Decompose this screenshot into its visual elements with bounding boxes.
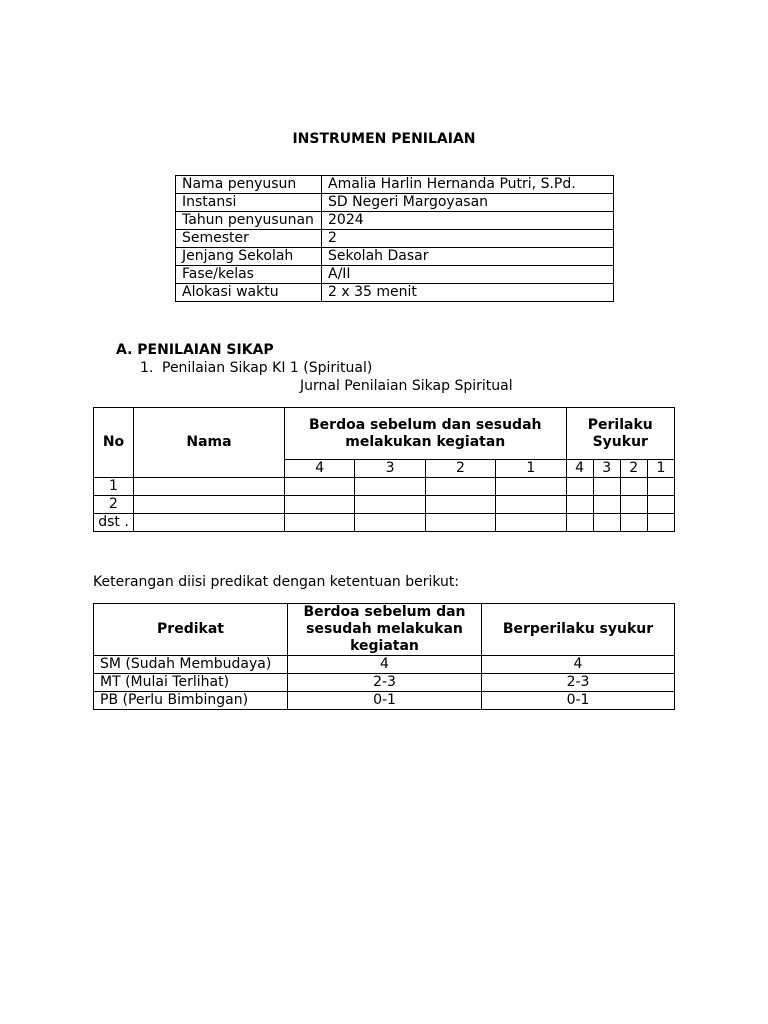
empty-cell (355, 496, 425, 514)
row-number: 1 (94, 478, 134, 496)
predicate-label: MT (Mulai Terlihat) (94, 674, 288, 692)
empty-cell (620, 478, 647, 496)
info-table (175, 175, 614, 302)
empty-cell (496, 478, 566, 496)
empty-cell (647, 496, 674, 514)
empty-cell (620, 514, 647, 532)
info-label: Tahun penyusunan (176, 212, 322, 230)
empty-cell (355, 514, 425, 532)
info-label: Nama penyusun (176, 176, 322, 194)
syukur-value: 0-1 (482, 692, 675, 710)
empty-cell (566, 496, 593, 514)
empty-cell (647, 514, 674, 532)
empty-cell (355, 478, 425, 496)
header-syukur: Berperilaku syukur (482, 604, 675, 656)
score-cell: 4 (566, 460, 593, 478)
item-number: 1. (140, 360, 154, 376)
table-row (176, 248, 614, 266)
table-row (94, 692, 675, 710)
berdoa-value: 4 (288, 656, 482, 674)
info-label: Semester (176, 230, 322, 248)
berdoa-value: 0-1 (288, 692, 482, 710)
syukur-value: 2-3 (482, 674, 675, 692)
predicate-table (93, 603, 675, 710)
info-label: Instansi (176, 194, 322, 212)
header-row (94, 408, 675, 460)
header-berdoa: Berdoa sebelum dan sesudah melakukan kegiatan (285, 408, 567, 460)
info-value: 2 (322, 230, 614, 248)
info-value: 2 x 35 menit (322, 284, 614, 302)
empty-cell (647, 478, 674, 496)
info-value: SD Negeri Margoyasan (322, 194, 614, 212)
table-row (94, 478, 675, 496)
score-cell: 2 (620, 460, 647, 478)
empty-cell (425, 496, 495, 514)
document-title: INSTRUMEN PENILAIAN (292, 131, 476, 147)
empty-cell (496, 496, 566, 514)
empty-cell (593, 496, 620, 514)
header-predikat: Predikat (94, 604, 288, 656)
empty-cell (620, 496, 647, 514)
table-row (176, 284, 614, 302)
info-value: Sekolah Dasar (322, 248, 614, 266)
empty-cell (425, 478, 495, 496)
table-row (176, 266, 614, 284)
empty-cell (566, 478, 593, 496)
table-row (94, 674, 675, 692)
header-syukur: Perilaku Syukur (566, 408, 674, 460)
predicate-label: SM (Sudah Membudaya) (94, 656, 288, 674)
note-text: Keterangan diisi predikat dengan ketentuan berikut: (93, 574, 460, 590)
header-row (94, 604, 675, 656)
sub-item (140, 360, 372, 376)
empty-cell (285, 478, 355, 496)
empty-cell (285, 514, 355, 532)
score-cell: 2 (425, 460, 495, 478)
table-row (94, 514, 675, 532)
empty-cell (285, 496, 355, 514)
header-nama: Nama (134, 408, 285, 478)
score-cell: 1 (647, 460, 674, 478)
score-cell: 3 (593, 460, 620, 478)
table-row (94, 496, 675, 514)
row-number: 2 (94, 496, 134, 514)
table-row (176, 230, 614, 248)
info-label: Alokasi waktu (176, 284, 322, 302)
score-cell: 1 (496, 460, 566, 478)
table-row (94, 656, 675, 674)
syukur-value: 4 (482, 656, 675, 674)
info-value: A/II (322, 266, 614, 284)
journal-table (93, 407, 675, 532)
empty-cell (593, 514, 620, 532)
table-row (176, 212, 614, 230)
header-berdoa: Berdoa sebelum dan sesudah melakukan kegiatan (288, 604, 482, 656)
item-text: Penilaian Sikap KI 1 (Spiritual) (162, 360, 373, 376)
empty-cell (134, 496, 285, 514)
journal-title: Jurnal Penilaian Sikap Spiritual (300, 378, 513, 394)
empty-cell (496, 514, 566, 532)
empty-cell (134, 514, 285, 532)
berdoa-value: 2-3 (288, 674, 482, 692)
score-cell: 4 (285, 460, 355, 478)
header-no: No (94, 408, 134, 478)
empty-cell (593, 478, 620, 496)
info-label: Jenjang Sekolah (176, 248, 322, 266)
table-row (176, 194, 614, 212)
predicate-label: PB (Perlu Bimbingan) (94, 692, 288, 710)
info-value: 2024 (322, 212, 614, 230)
empty-cell (566, 514, 593, 532)
section-heading: A. PENILAIAN SIKAP (116, 342, 274, 358)
score-cell: 3 (355, 460, 425, 478)
empty-cell (134, 478, 285, 496)
info-value: Amalia Harlin Hernanda Putri, S.Pd. (322, 176, 614, 194)
empty-cell (425, 514, 495, 532)
table-row (176, 176, 614, 194)
row-number: dst . (94, 514, 134, 532)
info-label: Fase/kelas (176, 266, 322, 284)
